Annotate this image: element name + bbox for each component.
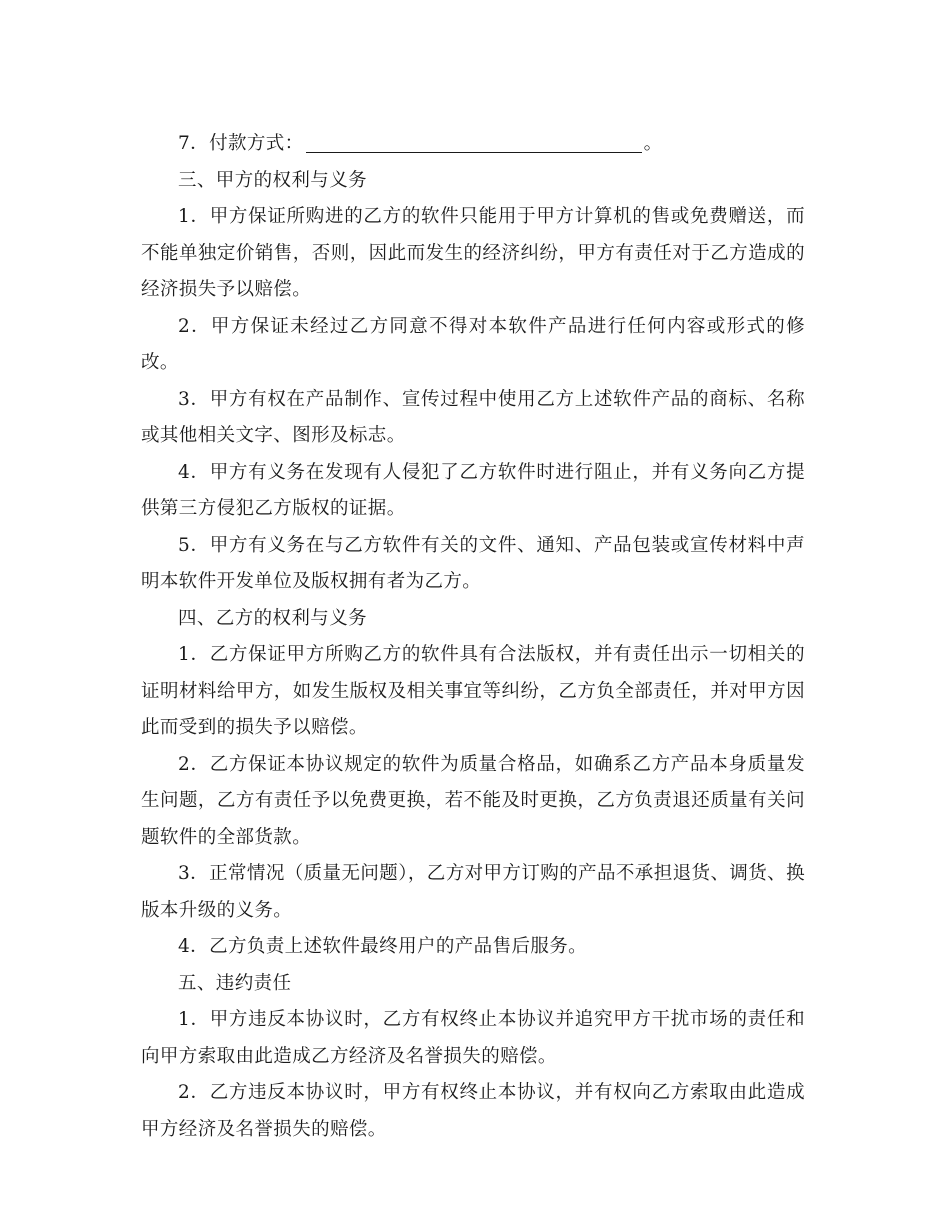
clause-b-2: 2．乙方保证本协议规定的软件为质量合格品，如确系乙方产品本身质量发生问题，乙方有责任予以免费更换，若不能及时更换，乙方负责退还质量有关问题软件的全部货款。	[141, 753, 805, 848]
clause-a-1: 1．甲方保证所购进的乙方的软件只能用于甲方计算机的售或免费赠送，而不能单独定价销售，否则，因此而发生的经济纠纷，甲方有责任对于乙方造成的经济损失予以赔偿。	[141, 206, 805, 300]
clause-b-4: 4．乙方负责上述软件最终用户的产品售后服务。	[178, 936, 588, 957]
payment-method-end: 。	[643, 133, 663, 154]
section-heading-party-a: 三、甲方的权利与义务	[178, 169, 368, 191]
payment-method-line	[141, 126, 805, 163]
clause-b-1: 1．乙方保证甲方所购乙方的软件具有合法版权，并有责任出示一切相关的证明材料给甲方，如发生版权及相关事宜等纠纷，乙方负全部责任，并对甲方因此而受到的损失予以赔偿。	[141, 644, 805, 738]
payment-method-blank	[306, 128, 642, 153]
document-body	[141, 126, 805, 1148]
section-heading-party-b: 四、乙方的权利与义务	[178, 607, 368, 629]
clause-a-2: 2．甲方保证未经过乙方同意不得对本软件产品进行任何内容或形式的修改。	[141, 315, 805, 373]
clause-liability-1: 1．甲方违反本协议时，乙方有权终止本协议并追究甲方干扰市场的责任和向甲方索取由此造成乙方经济及名誉损失的赔偿。	[141, 1009, 805, 1067]
section-heading-liability: 五、违约责任	[178, 972, 292, 994]
payment-method-label: 7．付款方式：	[178, 133, 304, 154]
clause-b-3: 3．正常情况（质量无问题），乙方对甲方订购的产品不承担退货、调货、换版本升级的义务。	[141, 863, 805, 921]
clause-liability-2: 2．乙方违反本协议时，甲方有权终止本协议，并有权向乙方索取由此造成甲方经济及名誉损失的赔偿。	[141, 1082, 805, 1140]
clause-a-4: 4．甲方有义务在发现有人侵犯了乙方软件时进行阻止，并有义务向乙方提供第三方侵犯乙方版权的证据。	[141, 461, 805, 519]
clause-a-3: 3．甲方有权在产品制作、宣传过程中使用乙方上述软件产品的商标、名称或其他相关文字、图形及标志。	[141, 388, 805, 446]
clause-a-5: 5．甲方有义务在与乙方软件有关的文件、通知、产品包装或宣传材料中声明本软件开发单位及版权拥有者为乙方。	[141, 534, 805, 592]
